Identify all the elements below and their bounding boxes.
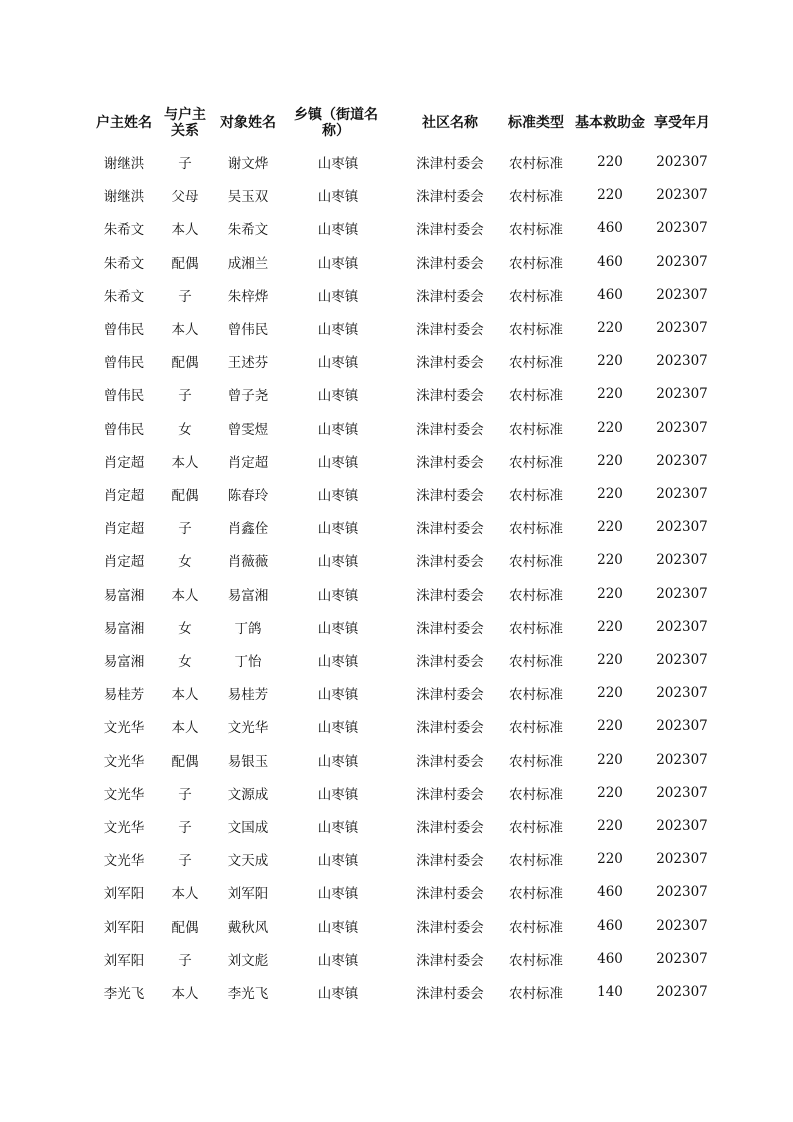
cell-householder-name: 朱希文	[103, 288, 145, 305]
cell-relation: 本人	[171, 587, 199, 604]
cell-householder-name: 刘军阳	[103, 952, 145, 969]
cell-householder-name: 文光华	[103, 853, 145, 870]
header-month: 享受年月	[654, 115, 710, 131]
header-relation: 与户主关系	[164, 107, 206, 139]
table-row	[0, 382, 793, 406]
table-row	[0, 748, 793, 772]
cell-standard-type: 农村标准	[509, 587, 563, 604]
table-row	[0, 250, 793, 274]
cell-householder-name: 曾伟民	[103, 355, 145, 372]
cell-recipient-name: 丁怡	[234, 654, 262, 670]
cell-householder-name: 文光华	[103, 753, 145, 770]
cell-basic-aid: 220	[597, 386, 623, 403]
cell-relation: 本人	[171, 986, 199, 1002]
cell-relation: 子	[178, 388, 192, 405]
table-row	[0, 548, 793, 572]
cell-relation: 子	[178, 288, 192, 305]
cell-community: 洙津村委会	[416, 886, 484, 903]
cell-relation: 女	[178, 421, 192, 438]
table-row	[0, 880, 793, 904]
cell-relation: 配偶	[171, 753, 199, 770]
cell-month: 202307	[656, 884, 708, 901]
cell-community: 洙津村委会	[416, 720, 484, 737]
cell-relation: 本人	[171, 454, 199, 471]
cell-township: 山枣镇	[317, 554, 359, 571]
cell-householder-name: 曾伟民	[103, 322, 145, 338]
cell-recipient-name: 文光华	[227, 720, 269, 737]
cell-month: 202307	[656, 818, 708, 834]
cell-basic-aid: 220	[597, 718, 623, 735]
table-row	[0, 947, 793, 971]
cell-township: 山枣镇	[317, 521, 359, 538]
table-row	[0, 216, 793, 240]
cell-recipient-name: 肖定超	[227, 454, 269, 471]
cell-basic-aid: 460	[597, 917, 623, 934]
cell-community: 洙津村委会	[416, 986, 484, 1002]
header-community: 社区名称	[422, 115, 478, 131]
cell-relation: 本人	[171, 222, 199, 239]
table-row	[0, 847, 793, 871]
cell-basic-aid: 220	[597, 419, 623, 436]
cell-community: 洙津村委会	[416, 388, 484, 405]
cell-standard-type: 农村标准	[509, 288, 563, 305]
cell-relation: 子	[178, 156, 192, 172]
cell-township: 山枣镇	[317, 720, 359, 737]
cell-month: 202307	[656, 220, 708, 237]
cell-community: 洙津村委会	[416, 554, 484, 571]
cell-recipient-name: 吴玉双	[227, 189, 269, 206]
cell-township: 山枣镇	[317, 189, 359, 206]
cell-standard-type: 农村标准	[509, 786, 563, 803]
cell-recipient-name: 易银玉	[227, 753, 269, 770]
table-row	[0, 615, 793, 639]
cell-basic-aid: 220	[597, 652, 623, 668]
table-row	[0, 980, 793, 1004]
cell-relation: 本人	[171, 720, 199, 737]
cell-township: 山枣镇	[317, 853, 359, 870]
cell-basic-aid: 460	[597, 950, 623, 967]
cell-standard-type: 农村标准	[509, 919, 563, 936]
cell-basic-aid: 460	[597, 286, 623, 303]
table-row	[0, 814, 793, 838]
cell-basic-aid: 220	[597, 851, 623, 868]
table-row	[0, 416, 793, 440]
cell-month: 202307	[656, 718, 708, 735]
cell-recipient-name: 文国成	[227, 820, 269, 836]
cell-relation: 子	[178, 786, 192, 803]
cell-householder-name: 朱希文	[103, 255, 145, 272]
cell-month: 202307	[656, 187, 708, 204]
cell-community: 洙津村委会	[416, 687, 484, 704]
cell-township: 山枣镇	[317, 786, 359, 803]
cell-recipient-name: 朱希文	[227, 222, 269, 239]
cell-basic-aid: 140	[597, 984, 623, 1000]
cell-month: 202307	[656, 917, 708, 934]
cell-month: 202307	[656, 950, 708, 967]
cell-community: 洙津村委会	[416, 255, 484, 272]
cell-standard-type: 农村标准	[509, 554, 563, 571]
cell-recipient-name: 王述芬	[227, 355, 269, 372]
cell-month: 202307	[656, 253, 708, 270]
cell-basic-aid: 220	[597, 452, 623, 469]
cell-recipient-name: 曾雯煜	[227, 421, 269, 438]
cell-township: 山枣镇	[317, 388, 359, 405]
cell-month: 202307	[656, 519, 708, 536]
cell-recipient-name: 易富湘	[227, 587, 269, 604]
cell-recipient-name: 曾伟民	[227, 322, 269, 338]
cell-basic-aid: 460	[597, 220, 623, 237]
cell-township: 山枣镇	[317, 288, 359, 305]
cell-month: 202307	[656, 984, 708, 1000]
cell-basic-aid: 220	[597, 818, 623, 834]
cell-relation: 女	[178, 654, 192, 670]
cell-month: 202307	[656, 286, 708, 303]
table-row	[0, 150, 793, 174]
cell-relation: 配偶	[171, 255, 199, 272]
cell-standard-type: 农村标准	[509, 388, 563, 405]
cell-basic-aid: 220	[597, 320, 623, 336]
header-township: 乡镇（街道名称）	[294, 107, 378, 139]
cell-community: 洙津村委会	[416, 620, 484, 637]
cell-relation: 配偶	[171, 355, 199, 372]
cell-township: 山枣镇	[317, 886, 359, 903]
table-header	[0, 104, 793, 142]
table-row	[0, 349, 793, 373]
cell-basic-aid: 220	[597, 784, 623, 801]
cell-basic-aid: 220	[597, 154, 623, 170]
cell-householder-name: 朱希文	[103, 222, 145, 239]
cell-community: 洙津村委会	[416, 919, 484, 936]
cell-township: 山枣镇	[317, 421, 359, 438]
cell-community: 洙津村委会	[416, 952, 484, 969]
cell-month: 202307	[656, 386, 708, 403]
cell-month: 202307	[656, 618, 708, 635]
cell-relation: 女	[178, 620, 192, 637]
cell-month: 202307	[656, 652, 708, 668]
cell-standard-type: 农村标准	[509, 421, 563, 438]
cell-month: 202307	[656, 585, 708, 602]
cell-community: 洙津村委会	[416, 454, 484, 471]
cell-standard-type: 农村标准	[509, 355, 563, 372]
cell-township: 山枣镇	[317, 488, 359, 504]
cell-standard-type: 农村标准	[509, 820, 563, 836]
cell-recipient-name: 陈春玲	[227, 488, 269, 504]
cell-relation: 本人	[171, 687, 199, 704]
cell-householder-name: 肖定超	[103, 488, 145, 504]
cell-householder-name: 易富湘	[103, 620, 145, 637]
cell-householder-name: 易富湘	[103, 587, 145, 604]
cell-relation: 配偶	[171, 488, 199, 504]
table-row	[0, 648, 793, 672]
cell-relation: 本人	[171, 322, 199, 338]
cell-householder-name: 李光飞	[103, 986, 145, 1002]
cell-householder-name: 易富湘	[103, 654, 145, 670]
cell-standard-type: 农村标准	[509, 488, 563, 504]
cell-basic-aid: 220	[597, 187, 623, 204]
cell-householder-name: 文光华	[103, 820, 145, 836]
cell-community: 洙津村委会	[416, 189, 484, 206]
cell-relation: 子	[178, 952, 192, 969]
cell-recipient-name: 刘文彪	[227, 952, 269, 969]
cell-relation: 配偶	[171, 919, 199, 936]
cell-basic-aid: 460	[597, 884, 623, 901]
cell-month: 202307	[656, 486, 708, 502]
cell-standard-type: 农村标准	[509, 886, 563, 903]
cell-householder-name: 肖定超	[103, 454, 145, 471]
table-row	[0, 183, 793, 207]
cell-community: 洙津村委会	[416, 222, 484, 239]
cell-recipient-name: 刘军阳	[227, 886, 269, 903]
table-row	[0, 316, 793, 340]
cell-relation: 本人	[171, 886, 199, 903]
cell-standard-type: 农村标准	[509, 952, 563, 969]
cell-recipient-name: 成湘兰	[227, 255, 269, 272]
cell-recipient-name: 戴秋风	[227, 919, 269, 936]
cell-recipient-name: 肖鑫佺	[227, 521, 269, 538]
cell-basic-aid: 220	[597, 552, 623, 569]
cell-householder-name: 刘军阳	[103, 919, 145, 936]
cell-community: 洙津村委会	[416, 288, 484, 305]
cell-township: 山枣镇	[317, 952, 359, 969]
cell-basic-aid: 220	[597, 685, 623, 702]
cell-standard-type: 农村标准	[509, 189, 563, 206]
cell-householder-name: 文光华	[103, 786, 145, 803]
cell-householder-name: 谢继洪	[103, 156, 145, 172]
header-basic-aid: 基本救助金	[575, 115, 645, 131]
cell-month: 202307	[656, 751, 708, 768]
cell-community: 洙津村委会	[416, 753, 484, 770]
cell-township: 山枣镇	[317, 454, 359, 471]
cell-township: 山枣镇	[317, 322, 359, 338]
table-row	[0, 681, 793, 705]
cell-basic-aid: 220	[597, 519, 623, 536]
cell-standard-type: 农村标准	[509, 853, 563, 870]
cell-township: 山枣镇	[317, 654, 359, 670]
cell-community: 洙津村委会	[416, 786, 484, 803]
cell-township: 山枣镇	[317, 620, 359, 637]
cell-month: 202307	[656, 419, 708, 436]
cell-community: 洙津村委会	[416, 820, 484, 836]
cell-recipient-name: 丁鸽	[234, 620, 262, 637]
cell-standard-type: 农村标准	[509, 222, 563, 239]
cell-township: 山枣镇	[317, 156, 359, 172]
cell-standard-type: 农村标准	[509, 521, 563, 538]
cell-standard-type: 农村标准	[509, 986, 563, 1002]
cell-standard-type: 农村标准	[509, 720, 563, 737]
header-householder-name: 户主姓名	[96, 115, 152, 131]
cell-relation: 子	[178, 820, 192, 836]
cell-standard-type: 农村标准	[509, 322, 563, 338]
cell-householder-name: 曾伟民	[103, 421, 145, 438]
cell-standard-type: 农村标准	[509, 753, 563, 770]
cell-relation: 子	[178, 521, 192, 538]
cell-community: 洙津村委会	[416, 853, 484, 870]
cell-recipient-name: 文天成	[227, 853, 269, 870]
cell-householder-name: 肖定超	[103, 521, 145, 538]
cell-community: 洙津村委会	[416, 355, 484, 372]
cell-recipient-name: 文源成	[227, 786, 269, 803]
cell-community: 洙津村委会	[416, 156, 484, 172]
cell-township: 山枣镇	[317, 355, 359, 372]
header-recipient-name: 对象姓名	[220, 115, 276, 131]
cell-householder-name: 刘军阳	[103, 886, 145, 903]
table-row	[0, 714, 793, 738]
table-row	[0, 515, 793, 539]
cell-community: 洙津村委会	[416, 421, 484, 438]
cell-township: 山枣镇	[317, 222, 359, 239]
cell-basic-aid: 220	[597, 618, 623, 635]
cell-month: 202307	[656, 452, 708, 469]
cell-standard-type: 农村标准	[509, 156, 563, 172]
table-row	[0, 283, 793, 307]
cell-month: 202307	[656, 552, 708, 569]
cell-township: 山枣镇	[317, 820, 359, 836]
cell-standard-type: 农村标准	[509, 687, 563, 704]
cell-community: 洙津村委会	[416, 521, 484, 538]
cell-community: 洙津村委会	[416, 322, 484, 338]
cell-householder-name: 肖定超	[103, 554, 145, 571]
cell-relation: 女	[178, 554, 192, 571]
cell-householder-name: 谢继洪	[103, 189, 145, 206]
cell-township: 山枣镇	[317, 255, 359, 272]
cell-basic-aid: 220	[597, 353, 623, 370]
header-standard-type: 标准类型	[508, 115, 564, 131]
cell-standard-type: 农村标准	[509, 654, 563, 670]
cell-recipient-name: 朱梓烨	[227, 288, 269, 305]
cell-recipient-name: 谢文烨	[227, 156, 269, 172]
cell-recipient-name: 易桂芳	[227, 687, 269, 704]
cell-township: 山枣镇	[317, 986, 359, 1002]
cell-relation: 父母	[171, 189, 199, 206]
cell-community: 洙津村委会	[416, 587, 484, 604]
cell-relation: 子	[178, 853, 192, 870]
cell-standard-type: 农村标准	[509, 454, 563, 471]
cell-month: 202307	[656, 784, 708, 801]
cell-basic-aid: 460	[597, 253, 623, 270]
cell-month: 202307	[656, 320, 708, 336]
cell-householder-name: 曾伟民	[103, 388, 145, 405]
cell-community: 洙津村委会	[416, 488, 484, 504]
cell-householder-name: 易桂芳	[103, 687, 145, 704]
cell-township: 山枣镇	[317, 587, 359, 604]
cell-month: 202307	[656, 353, 708, 370]
cell-township: 山枣镇	[317, 687, 359, 704]
cell-month: 202307	[656, 154, 708, 170]
table-row	[0, 582, 793, 606]
cell-basic-aid: 220	[597, 751, 623, 768]
cell-township: 山枣镇	[317, 753, 359, 770]
cell-township: 山枣镇	[317, 919, 359, 936]
cell-recipient-name: 肖薇薇	[227, 554, 269, 571]
cell-standard-type: 农村标准	[509, 255, 563, 272]
cell-month: 202307	[656, 851, 708, 868]
table-row	[0, 781, 793, 805]
table-row	[0, 482, 793, 506]
cell-basic-aid: 220	[597, 585, 623, 602]
cell-community: 洙津村委会	[416, 654, 484, 670]
cell-recipient-name: 曾子尧	[227, 388, 269, 405]
table-row	[0, 449, 793, 473]
table-row	[0, 914, 793, 938]
cell-recipient-name: 李光飞	[227, 986, 269, 1002]
cell-basic-aid: 220	[597, 486, 623, 502]
cell-standard-type: 农村标准	[509, 620, 563, 637]
cell-householder-name: 文光华	[103, 720, 145, 737]
cell-month: 202307	[656, 685, 708, 702]
